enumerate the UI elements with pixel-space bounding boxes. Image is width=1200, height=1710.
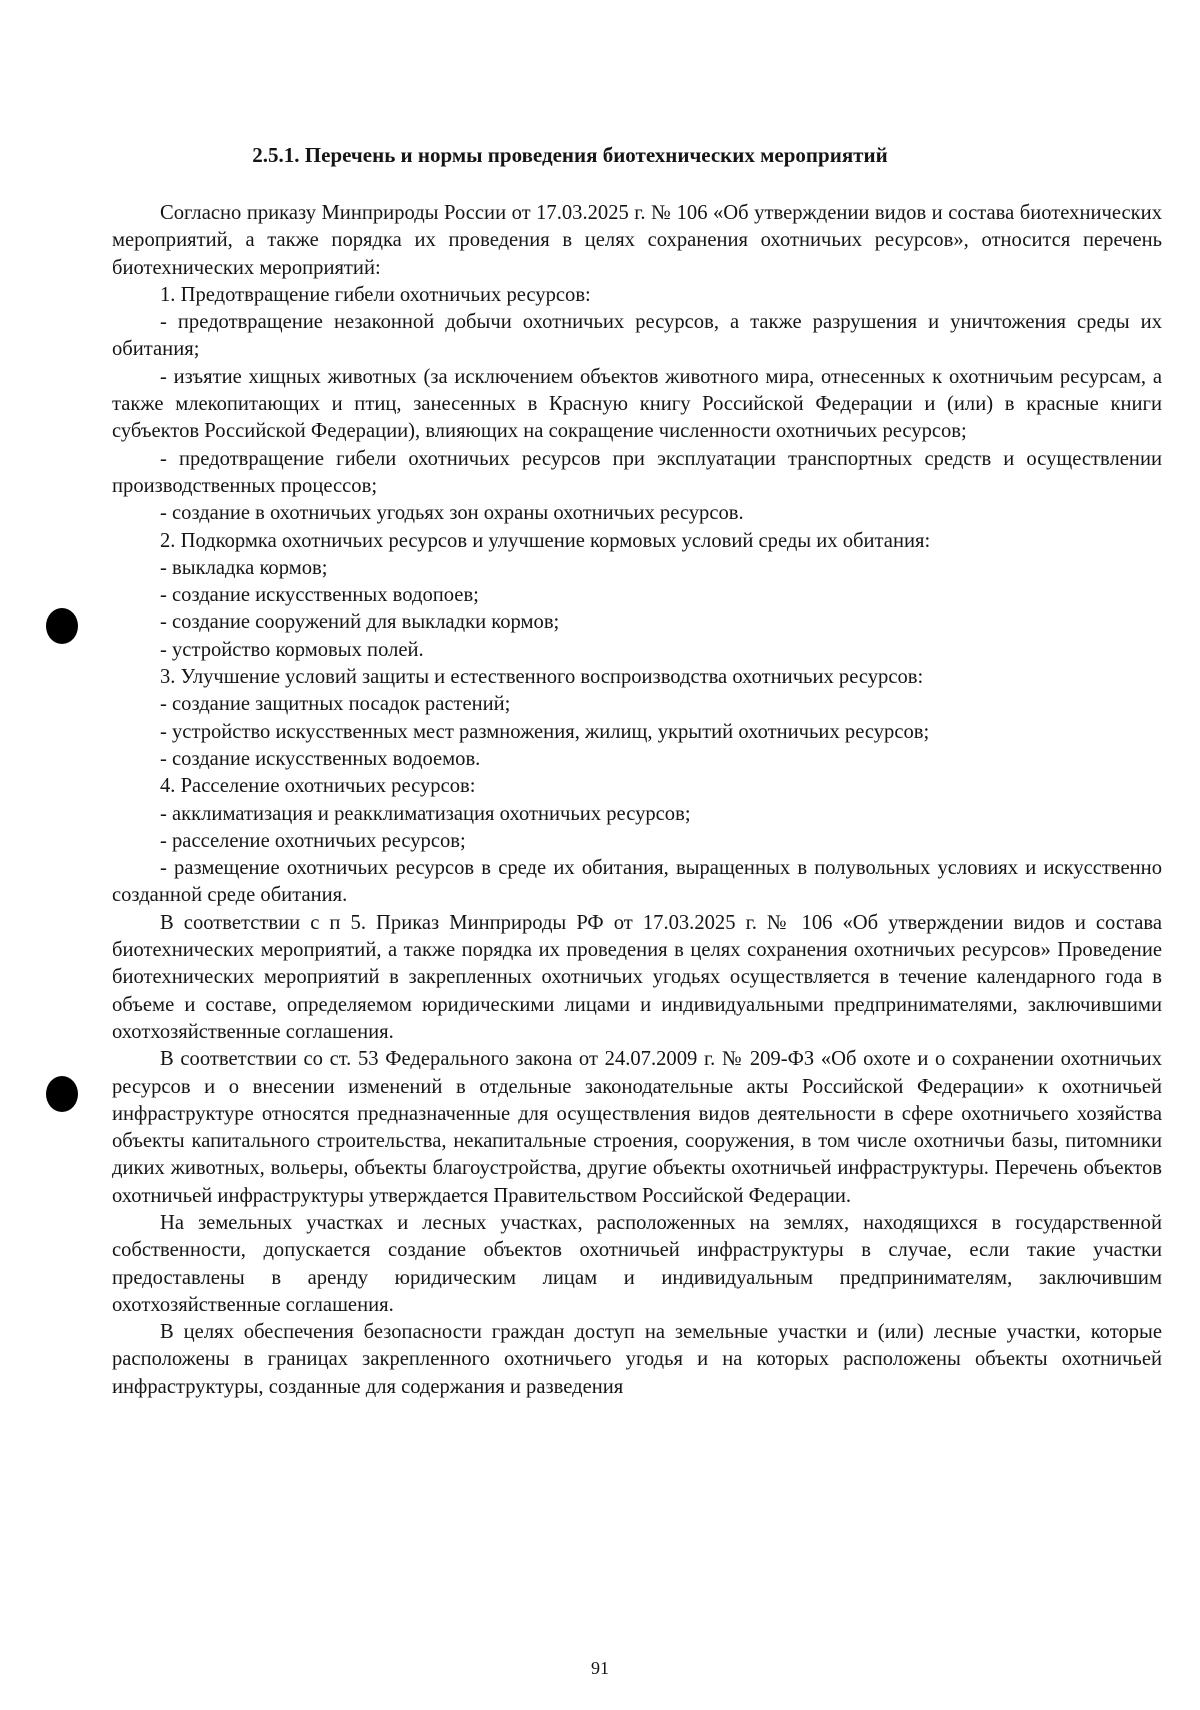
list-item: - создание в охотничьих угодьях зон охраны охотничьих ресурсов. <box>160 502 744 525</box>
binder-hole-bottom <box>46 1076 78 1112</box>
list-item: - создание сооружений для выкладки кормов; <box>160 611 560 634</box>
paragraph-intro: Согласно приказу Минприроды России от 17.03.2025 г. № 106 «Об утверждении видов и состава биотехнических мероприятий, а также порядка их проведения в целях сохранения охотничьих ресурсов», относится перечень биотехнических мероприятий: <box>112 202 1162 279</box>
list-item: - создание защитных посадок растений; <box>160 693 511 716</box>
paragraph-federal-law: В соответствии со ст. 53 Федерального закона от 24.07.2009 г. № 209-ФЗ «Об охоте и о сохранении охотничьих ресурсов и о внесении изменений в отдельные законодательные акты Российской Федерации» к охотничьей инфраструктуре относятся предназначенные для осуществления видов деятельности в сфере охотничьего хозяйства объекты капитального строительства, некапитальные строения, сооружения, в том числе охотничьи базы, питомники диких животных, вольеры, объекты благоустройства, другие объекты охотничьей инфраструктуры. Перечень объектов охотничьей инфраструктуры утверждается Правительством Российской Федерации. <box>112 1048 1162 1207</box>
list-heading-2: 2. Подкормка охотничьих ресурсов и улучшение кормовых условий среды их обитания: <box>160 529 931 552</box>
paragraph-safety: В целях обеспечения безопасности граждан доступ на земельные участки и (или) лесные участки, которые расположены в границах закрепленного охотничьего угодья и на которых расположены объекты охотничьей инфраструктуры, созданные для содержания и разведения <box>112 1321 1162 1398</box>
page-number: 91 <box>591 1658 609 1678</box>
binder-hole-top <box>46 608 78 644</box>
list-item: - акклиматизация и реакклиматизация охотничьих ресурсов; <box>160 802 691 825</box>
list-item: - выкладка кормов; <box>160 556 328 579</box>
list-heading-1: 1. Предотвращение гибели охотничьих ресурсов: <box>160 283 591 306</box>
list-item: - создание искусственных водопоев; <box>160 584 479 607</box>
list-item: - предотвращение гибели охотничьих ресурсов при эксплуатации транспортных средств и осуществлении производственных процессов; <box>112 447 1162 497</box>
section-title: 2.5.1. Перечень и нормы проведения биотехнических мероприятий <box>252 143 888 167</box>
list-item: - размещение охотничьих ресурсов в среде их обитания, выращенных в полувольных условиях и искусственно созданной среде обитания. <box>112 857 1162 907</box>
list-item: - устройство кормовых полей. <box>160 638 424 661</box>
list-item: - изъятие хищных животных (за исключением объектов животного мира, отнесенных к охотничьим ресурсам, а также млекопитающих и птиц, занесенных в Красную книгу Российской Федерации и (или) в красные книги субъектов Российской Федерации), влияющих на сокращение численности охотничьих ресурсов; <box>112 365 1162 443</box>
list-item: - предотвращение незаконной добычи охотничьих ресурсов, а также разрушения и уничтожения среды их обитания; <box>112 311 1162 361</box>
list-item: - устройство искусственных мест размножения, жилищ, укрытий охотничьих ресурсов; <box>160 720 930 743</box>
list-item: - расселение охотничьих ресурсов; <box>160 829 466 852</box>
list-heading-4: 4. Расселение охотничьих ресурсов: <box>160 775 476 798</box>
paragraph-land-plots: На земельных участках и лесных участках, расположенных на землях, находящихся в государственной собственности, допускается создание объектов охотничьей инфраструктуры в случае, если такие участки предоставлены в аренду юридическим лицам и индивидуальным предпринимателям, заключившим охотхозяйственные соглашения. <box>112 1211 1162 1316</box>
list-item: - создание искусственных водоемов. <box>160 747 481 770</box>
list-heading-3: 3. Улучшение условий защиты и естественного воспроизводства охотничьих ресурсов: <box>160 666 924 689</box>
paragraph-order-p5: В соответствии с п 5. Приказ Минприроды РФ от 17.03.2025 г. № 106 «Об утверждении видов и состава биотехнических мероприятий, а также порядка их проведения в целях сохранения охотничьих ресурсов» Проведение биотехнических мероприятий в закрепленных охотничьих угодьях осуществляется в течение календарного года в объеме и составе, определяемом юридическими лицами и индивидуальными предпринимателями, заключившими охотхозяйственные соглашения. <box>112 911 1162 1043</box>
